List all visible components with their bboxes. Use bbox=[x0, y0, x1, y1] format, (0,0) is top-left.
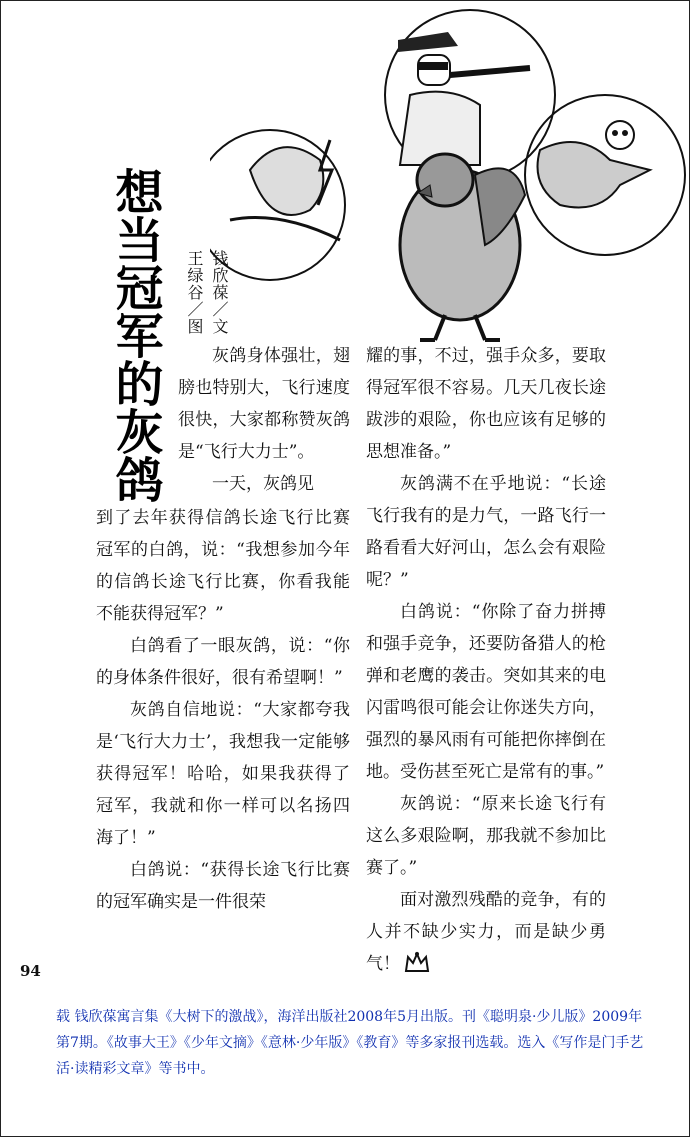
paragraph: 灰鸽满不在乎地说：“长途飞行我有的是力气，一路飞行一路看看大好河山，怎么会有艰险呢？” bbox=[366, 474, 606, 590]
paragraph: 到了去年获得信鸽长途飞行比赛冠军的白鸽，说：“我想参加今年的信鸽长途飞行比赛，你看我能不能获得冠军？” bbox=[96, 508, 350, 624]
paragraph: 耀的事，不过，强手众多，要取得冠军很不容易。几天几夜长途跋涉的艰险，你也应该有足够的思想准备。” bbox=[366, 346, 606, 462]
paragraph: 白鸽说：“你除了奋力拼搏和强手竞争，还要防备猎人的枪弹和老鹰的袭击。突如其来的电闪雷鸣很可能会让你迷失方向，强烈的暴风雨有可能把你摔倒在地。受伤甚至死亡是常有的事。” bbox=[366, 602, 606, 782]
illustrator-credit: 王绿谷／图 bbox=[185, 250, 204, 335]
crown-icon bbox=[404, 951, 430, 975]
page-number: 94 bbox=[20, 962, 41, 980]
column-1-top bbox=[178, 340, 350, 500]
paragraph: 一天，灰鸽见 bbox=[212, 474, 314, 494]
column-1-bottom bbox=[96, 502, 350, 918]
paragraph: 白鸽看了一眼灰鸽，说：“你的身体条件很好，很有希望啊！” bbox=[96, 636, 350, 688]
story-illustration bbox=[210, 0, 688, 350]
story-title: 想当冠军的灰鸽 bbox=[107, 167, 163, 503]
paragraph: 灰鸽自信地说：“大家都夸我是‘飞行大力士’，我想我一定能够获得冠军！哈哈，如果我获得了冠军，我就和你一样可以名扬四海了！” bbox=[96, 700, 350, 848]
paragraph: 灰鸽身体强壮，翅膀也特别大，飞行速度很快，大家都称赞灰鸽是“飞行大力士”。 bbox=[178, 346, 350, 462]
paragraph: 灰鸽说：“原来长途飞行有这么多艰险啊，那我就不参加比赛了。” bbox=[366, 794, 606, 878]
author-credit: 钱欣葆／文 bbox=[210, 250, 229, 335]
column-2 bbox=[366, 340, 606, 980]
paragraph: 白鸽说：“获得长途飞行比赛的冠军确实是一件很荣 bbox=[96, 860, 350, 912]
closing-paragraph bbox=[366, 884, 606, 980]
source-note: 载 钱欣葆寓言集《大树下的激战》，海洋出版社2008年5月出版。刊《聪明泉·少儿版》2009年第7期。《故事大王》《少年文摘》《意林·少年版》《教育》等多家报刊选载。选入《写作是门手艺活·读精彩文章》等书中。 bbox=[56, 1009, 644, 1077]
closing-text: 面对激烈残酷的竞争，有的人并不缺少实力，而是缺少勇气！ bbox=[366, 890, 606, 974]
